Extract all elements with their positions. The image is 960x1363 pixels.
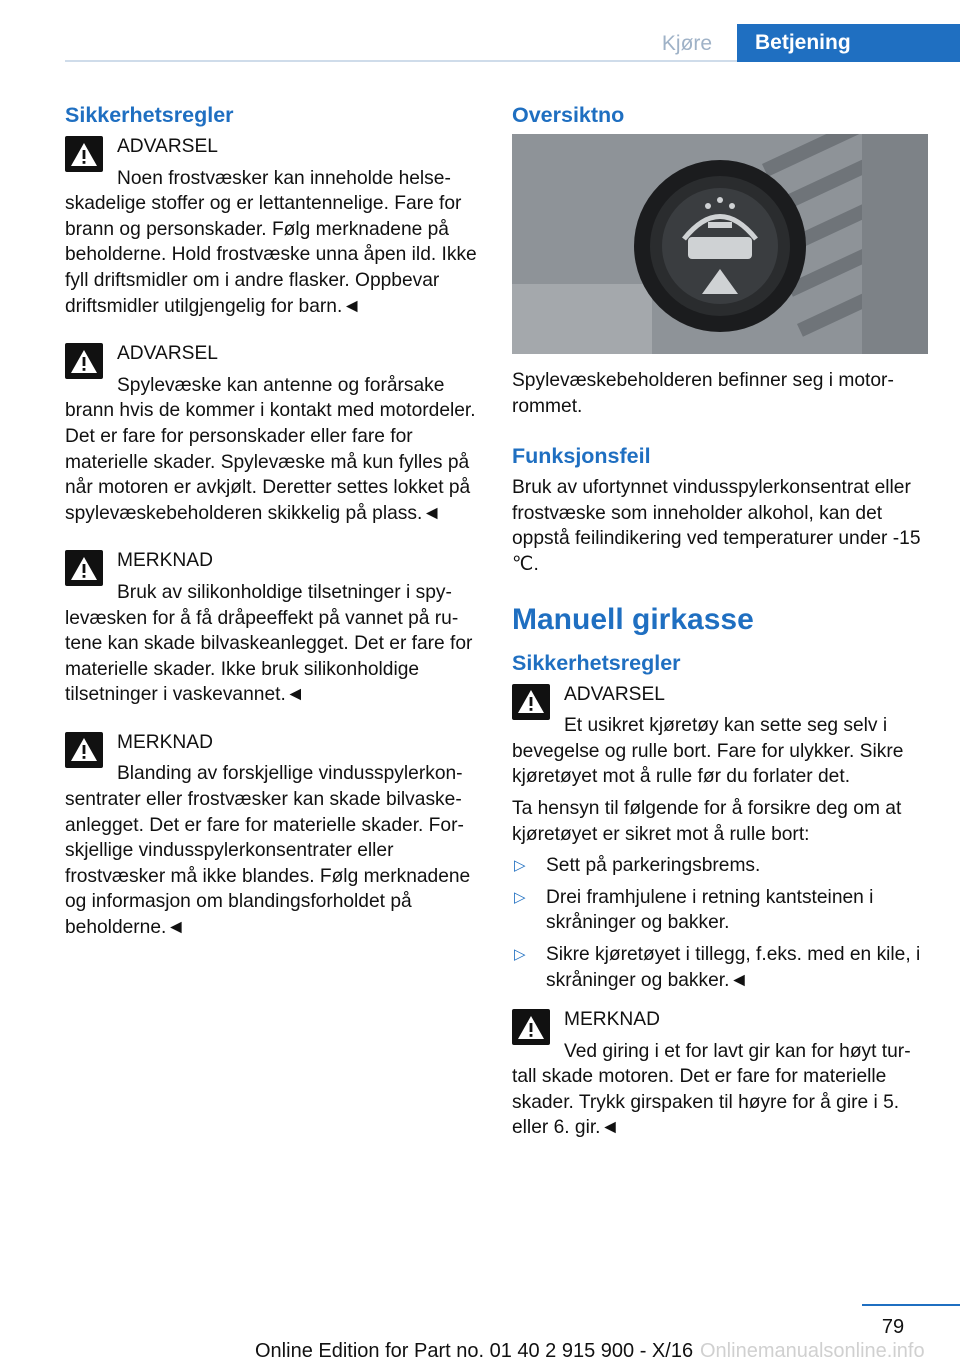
warning-icon <box>65 732 103 768</box>
note-text: Spylevæske kan antenne og forårsake brann hvis de kommer i kontakt med motordeler. Det er fare for personskader eller fare for materielle skader. Spylevæske må kun fylles på når motoren er avkjølt. Deretter settes lokket på spylevæskebeholderen skikkelig på plass.◄ <box>65 374 476 524</box>
note-label: ADVARSEL <box>117 136 218 157</box>
tab-kjore[interactable]: Kjøre <box>661 32 713 55</box>
edition-text: Online Edition for Part no. 01 40 2 915 900 - X/16 <box>255 1340 694 1362</box>
note-text: Noen frostvæsker kan inneholde helseskadelige stoffer og er lettantennelige. Fare for brann og personskader. Følg merknadene på beholderne. Hold frostvæske unna åpen ild. Ikke fyll driftsmidler om i andre flasker. Oppbevar driftsmidler utilgjengelig for barn.◄ <box>65 167 477 317</box>
left-column <box>65 100 480 963</box>
chapter-heading: Manuell girkasse <box>512 602 754 636</box>
warning-icon <box>65 136 103 172</box>
watermark: Onlinemanualsonline.info <box>700 1340 925 1362</box>
intro-text: Ta hensyn til følgende for å forsikre deg om at kjøretøyet er sikret mot å rulle bort: <box>512 797 902 845</box>
triangle-bullet-icon: ▷ <box>514 888 526 906</box>
tab-betjening[interactable]: Betjening <box>737 24 960 62</box>
safety-heading: Sikkerhetsregler <box>512 650 681 675</box>
footer-rule <box>862 1304 960 1306</box>
note-text: Blanding av forskjellige vindusspylerkonsentrater eller frostvæsker kan skade bilvaskeanlegget. Det er fare for materielle skader. Forskjellige vindusspylerkonsentrater eller frostvæsker må ikke blandes. Følg merknadene og informasjon om blandingsforholdet på beholderne.◄ <box>65 763 471 939</box>
warning-icon <box>512 1009 550 1045</box>
list-item: ▷ Sikre kjøretøyet i tillegg, f.eks. med en kile, i skråninger og bakker.◄ <box>514 943 921 991</box>
triangle-bullet-icon: ▷ <box>514 857 526 875</box>
note-label: MERKNAD <box>117 550 213 572</box>
overview-heading: Oversiktno <box>512 103 625 127</box>
note-text: Ved giring i et for lavt gir kan for høyt turtall skade motoren. Det er fare for materielle skader. Trykk girspaken til høyre for å gire i 5. eller 6. gir.◄ <box>512 1040 911 1139</box>
right-column <box>512 100 928 1163</box>
list-item: ▷ Drei framhjulene i retning kantsteinen i skråninger og bakker. <box>514 886 874 934</box>
warning-icon <box>65 343 103 379</box>
warning-icon <box>65 550 103 586</box>
triangle-bullet-icon: ▷ <box>514 945 526 963</box>
note-label: ADVARSEL <box>564 683 665 705</box>
note-text: Bruk av silikonholdige tilsetninger i spylevæsken for å få dråpeeffekt på vannet på rutene kan skade bilvaskeanlegget. Det er fare for materielle skader. Ikke bruk silikonholdige tilsetninger i vaskevannet.◄ <box>65 581 473 706</box>
notice-note <box>65 548 480 708</box>
note-label: MERKNAD <box>564 1009 660 1031</box>
notice-note <box>65 730 480 941</box>
notice-note <box>512 1007 928 1141</box>
note-label: MERKNAD <box>117 731 213 753</box>
washer-reservoir-photo <box>512 134 928 354</box>
note-label: ADVARSEL <box>117 343 218 365</box>
list-item: ▷ Sett på parkeringsbrems. <box>512 853 928 879</box>
note-text: Et usikret kjøretøy kan sette seg selv i bevegelse og rulle bort. Fare for ulykker. Sikre kjøretøyet mot å rulle før du forlater det. <box>512 715 904 788</box>
warning-note <box>512 682 928 790</box>
page-number: 79 <box>881 1316 905 1338</box>
warning-icon <box>512 684 550 720</box>
bullet-list <box>512 853 928 993</box>
section-heading: Sikkerhetsregler <box>65 103 234 127</box>
figure-caption: Spylevæskebeholderen befinner seg i motorrommet. <box>512 370 894 417</box>
warning-note <box>65 341 480 526</box>
warning-note <box>65 134 480 319</box>
malfunction-text: Bruk av ufortynnet vindusspylerkonsentrat eller frostvæske som inneholder alkohol, kan det oppstå feilindikering ved temperaturer under -15 ℃. <box>512 477 921 575</box>
malfunction-heading: Funksjonsfeil <box>512 444 651 469</box>
